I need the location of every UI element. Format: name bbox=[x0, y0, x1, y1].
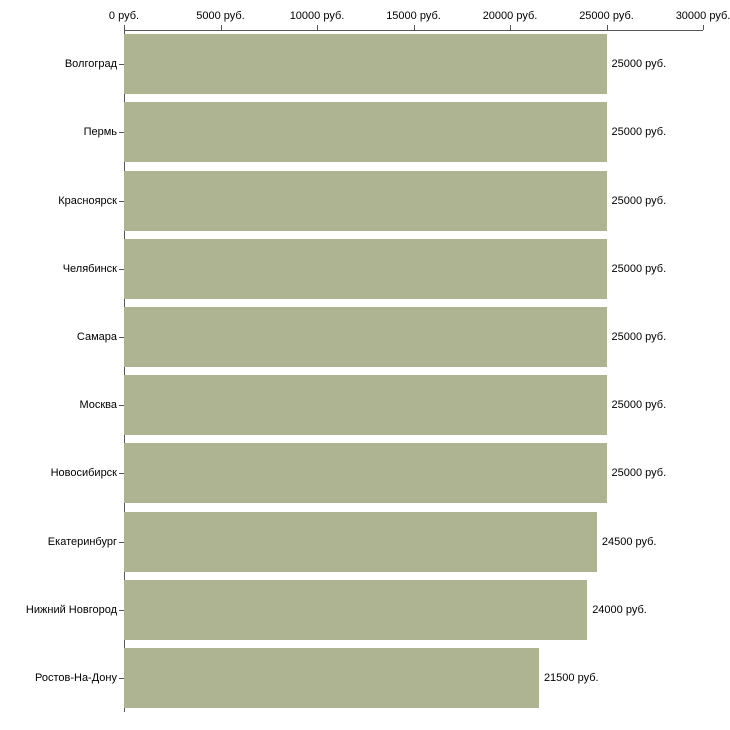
category-label: Москва bbox=[79, 399, 117, 412]
x-tick-label: 25000 руб. bbox=[579, 10, 634, 22]
bar bbox=[124, 307, 607, 367]
bar bbox=[124, 648, 539, 708]
x-tick-mark bbox=[221, 25, 222, 30]
category-label: Волгоград bbox=[64, 58, 117, 71]
x-tick-mark bbox=[317, 25, 318, 30]
bar bbox=[124, 512, 597, 572]
category-label: Красноярск bbox=[58, 194, 117, 207]
bar bbox=[124, 171, 607, 231]
bar bbox=[124, 375, 607, 435]
bar-value-label: 25000 руб. bbox=[611, 399, 667, 412]
bar-value-label: 25000 руб. bbox=[611, 58, 667, 71]
bar bbox=[124, 34, 607, 94]
x-tick-mark bbox=[414, 25, 415, 30]
bar bbox=[124, 443, 607, 503]
category-label: Челябинск bbox=[62, 262, 117, 275]
x-tick-mark bbox=[703, 25, 704, 30]
category-label: Пермь bbox=[83, 126, 117, 139]
category-label: Екатеринбург bbox=[47, 535, 117, 548]
x-tick-label: 30000 руб. bbox=[675, 10, 730, 22]
category-label: Нижний Новгород bbox=[25, 603, 117, 616]
x-tick-label: 5000 руб. bbox=[196, 10, 245, 22]
bar-value-label: 25000 руб. bbox=[611, 330, 667, 343]
x-tick-mark bbox=[510, 25, 511, 30]
bar-value-label: 25000 руб. bbox=[611, 467, 667, 480]
category-label: Новосибирск bbox=[50, 467, 117, 480]
x-tick-mark bbox=[124, 25, 125, 30]
category-label: Самара bbox=[76, 330, 117, 343]
bar-value-label: 25000 руб. bbox=[611, 126, 667, 139]
bar-value-label: 24000 руб. bbox=[592, 603, 647, 616]
x-tick-label: 15000 руб. bbox=[386, 10, 441, 22]
bar bbox=[124, 580, 587, 640]
x-tick-mark bbox=[607, 25, 608, 30]
category-label: Ростов-На-Дону bbox=[34, 671, 117, 684]
bar bbox=[124, 239, 607, 299]
bar-value-label: 25000 руб. bbox=[611, 194, 667, 207]
x-tick-label: 10000 руб. bbox=[289, 10, 345, 22]
bar bbox=[124, 102, 607, 162]
x-tick-label: 0 руб. bbox=[108, 10, 140, 22]
x-axis-line bbox=[124, 30, 703, 31]
bar-value-label: 21500 руб. bbox=[543, 671, 599, 684]
bar-value-label: 25000 руб. bbox=[611, 262, 667, 275]
bar-value-label: 24500 руб. bbox=[601, 535, 657, 548]
x-tick-label: 20000 руб. bbox=[482, 10, 538, 22]
